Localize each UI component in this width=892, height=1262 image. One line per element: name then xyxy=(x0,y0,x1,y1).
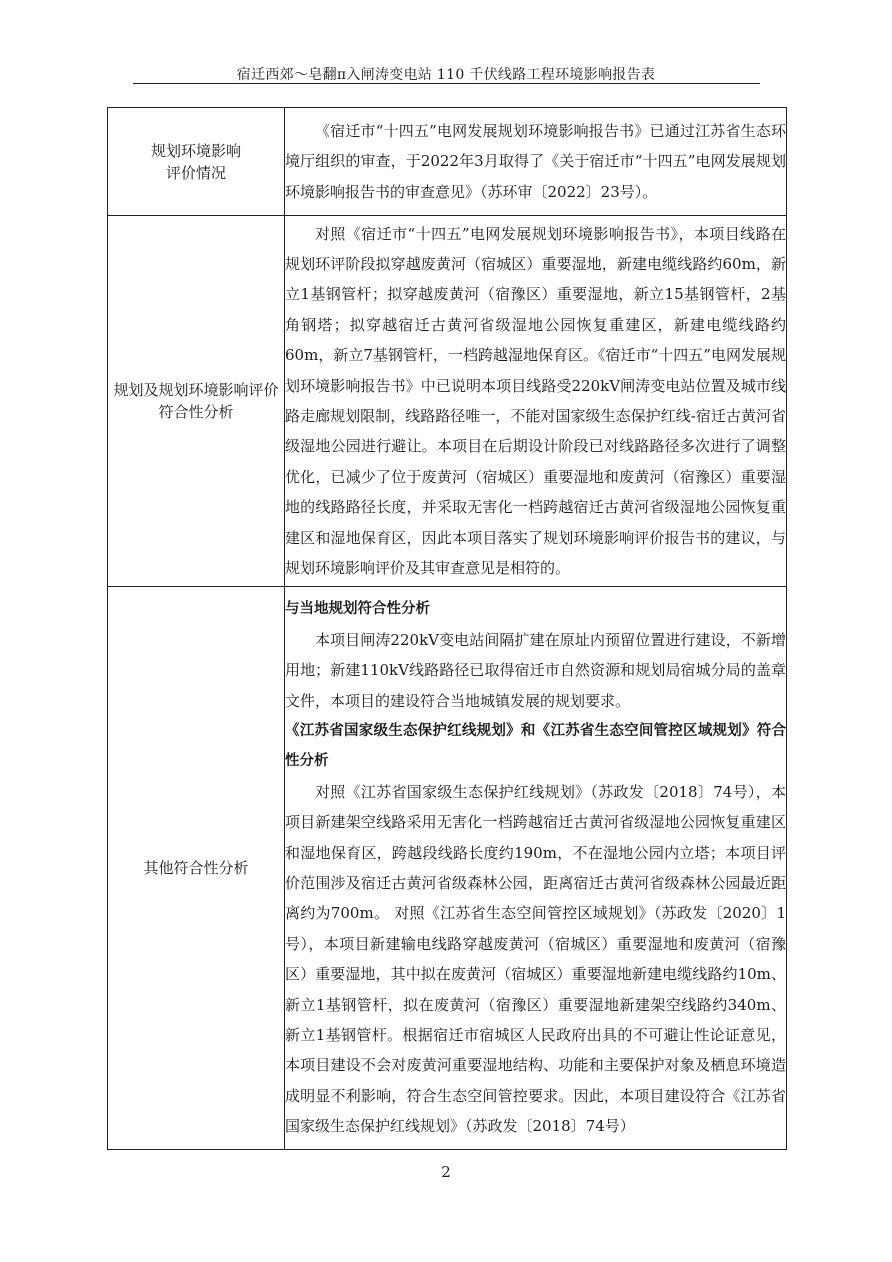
row-label-text: 规划及规划环境影响评价 符合性分析 xyxy=(113,381,279,421)
row-label-text: 规划环境影响 评价情况 xyxy=(150,141,241,182)
section-heading-local-planning: 与当地规划符合性分析 xyxy=(285,601,430,618)
row-content-planning-compliance xyxy=(285,216,787,587)
paragraph: 本项目闸涛220kV变电站间隔扩建在原址内预留位置进行建设，不新增用地；新建110kV线路路径已取得宿迁市自然资源和规划局宿城分局的盖章文件，本项目的建设符合当地城镇发展的规划要求。 xyxy=(285,630,786,710)
table-row xyxy=(108,216,787,587)
row-label-planning-compliance xyxy=(108,216,285,587)
row-label-text: 其他符合性分析 xyxy=(143,859,249,877)
row-content-other-compliance xyxy=(285,587,787,1150)
row-label-other-compliance xyxy=(108,587,285,1150)
table-row xyxy=(108,587,787,1150)
header-divider xyxy=(133,83,760,84)
page-number: 2 xyxy=(441,1163,451,1181)
paragraph: 对照《宿迁市“十四五”电网发展规划环境影响报告书》，本项目线路在规划环评阶段拟穿越废黄河（宿城区）重要湿地，新建电缆线路约60m，新立1基钢管杆；拟穿越废黄河（宿豫区）重要湿地，新立15基钢管杆，2基角钢塔；拟穿越宿迁古黄河省级湿地公园恢复重建区，新建电缆线路约60m，新立7基钢管杆，一档跨越湿地保育区。《宿迁市“十四五”电网发展规划环境影响报告书》中已说明本项目线路受220kV闸涛变电站位置及城市线路走廊规划限制，线路路径唯一，不能对国家级生态保护红线-宿迁古黄河省级湿地公园进行避让。本项目在后期设计阶段已对线路路径多次进行了调整优化，已减少了位于废黄河（宿城区）重要湿地和废黄河（宿豫区）重要湿地的线路路径长度，并采取无害化一档跨越宿迁古黄河省级湿地公园恢复重建区和湿地保育区，因此本项目落实了规划环境影响评价报告书的建议，与规划环境影响评价及其审查意见是相符的。 xyxy=(285,224,786,578)
analysis-table xyxy=(107,107,787,1150)
paragraph: 对照《江苏省国家级生态保护红线规划》（苏政发〔2018〕74号），本项目新建架空线路采用无害化一档跨越宿迁古黄河省级湿地公园恢复重建区和湿地保育区，跨越段线路长度约190m，不在湿地公园内立塔；本项目评价范围涉及宿迁古黄河省级森林公园，距离宿迁古黄河省级森林公园最近距离约为700m。 对照《江苏省生态空间管控区域规划》（苏政发〔2020〕1号），本项目新建输电线路穿越废黄河（宿城区）重要湿地和废黄河（宿豫区）重要湿地，其中拟在废黄河（宿城区）重要湿地新建电缆线路约10m、新立1基钢管杆，拟在废黄河（宿豫区）重要湿地新建架空线路约340m、新立1基钢管杆。根据宿迁市宿城区人民政府出具的不可避让性论证意见，本项目建设不会对废黄河重要湿地结构、功能和主要保护对象及栖息环境造成明显不利影响，符合生态空间管控要求。因此，本项目建设符合《江苏省国家级生态保护红线规划》（苏政发〔2018〕74号） xyxy=(285,782,786,1136)
row-label-planning-eia xyxy=(108,108,285,216)
table-row xyxy=(108,108,787,216)
document-header-title: 宿迁西郊～皂翻π入闸涛变电站 110 千伏线路工程环境影响报告表 xyxy=(236,67,656,83)
paragraph: 《宿迁市“十四五”电网发展规划环境影响报告书》已通过江苏省生态环境厅组织的审查，于2022年3月取得了《关于宿迁市“十四五”电网发展规划环境影响报告书的审查意见》（苏环审〔2022〕23号）。 xyxy=(285,121,786,201)
section-heading-ecological-redline: 《江苏省国家级生态保护红线规划》和《江苏省生态空间管控区域规划》符合性分析 xyxy=(285,722,786,770)
row-content-planning-eia xyxy=(285,108,787,216)
